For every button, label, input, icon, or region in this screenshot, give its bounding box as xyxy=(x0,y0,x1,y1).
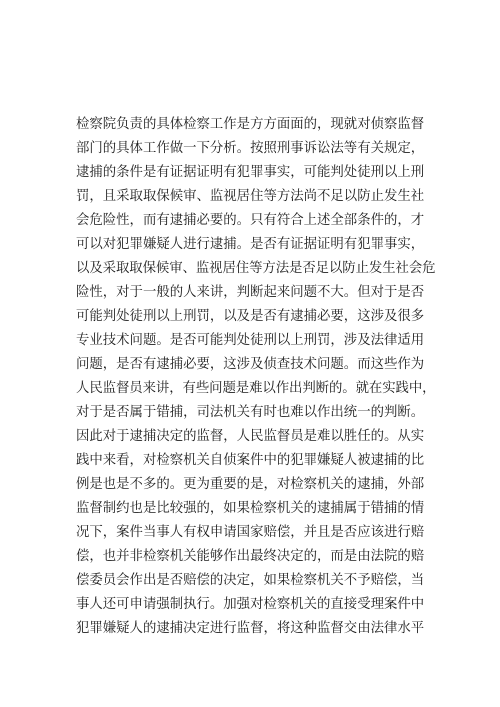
paragraph-line: 检察院负责的具体检察工作是方方面面的，现就对侦察监督 xyxy=(76,117,425,132)
paragraph-line: 事人还可申请强制执行。加强对检察机关的直接受理案件中 xyxy=(76,597,425,612)
paragraph-line: 问题，是否有逮捕必要，这涉及侦查技术问题。而这些作为 xyxy=(76,357,425,372)
paragraph-line: 偿，也并非检察机关能够作出最终决定的，而是由法院的赔 xyxy=(76,549,425,564)
paragraph-line: 人民监督员来讲，有些问题是难以作出判断的。就在实践中， xyxy=(76,381,436,396)
paragraph-line: 偿委员会作出是否赔偿的决定，如果检察机关不予赔偿，当 xyxy=(76,573,425,588)
body-paragraph xyxy=(76,113,436,641)
paragraph-line: 例是也是不多的。更为重要的是，对检察机关的逮捕，外部 xyxy=(76,477,425,492)
paragraph-line: 可能判处徒刑以上刑罚，以及是否有逮捕必要，这涉及很多 xyxy=(76,309,425,324)
paragraph-line: 会危险性，而有逮捕必要的。只有符合上述全部条件的，才 xyxy=(76,213,425,228)
paragraph-line: 因此对于逮捕决定的监督，人民监督员是难以胜任的。从实 xyxy=(76,429,425,444)
paragraph-line: 践中来看，对检察机关自侦案件中的犯罪嫌疑人被逮捕的比 xyxy=(76,453,425,468)
paragraph-line: 可以对犯罪嫌疑人进行逮捕。是否有证据证明有犯罪事实， xyxy=(76,237,425,252)
paragraph-line: 逮捕的条件是有证据证明有犯罪事实，可能判处徒刑以上刑 xyxy=(76,165,425,180)
paragraph-line: 况下，案件当事人有权申请国家赔偿，并且是否应该进行赔 xyxy=(76,525,425,540)
paragraph-line: 罚，且采取取保候审、监视居住等方法尚不足以防止发生社 xyxy=(76,189,425,204)
paragraph-line: 险性，对于一般的人来讲，判断起来问题不大。但对于是否 xyxy=(76,285,425,300)
paragraph-line: 以及采取取保候审、监视居住等方法是否足以防止发生社会危 xyxy=(76,261,436,276)
paragraph-line: 部门的具体工作做一下分析。按照刑事诉讼法等有关规定， xyxy=(76,141,425,156)
paragraph-line: 专业技术问题。是否可能判处徒刑以上刑罚，涉及法律适用 xyxy=(76,333,425,348)
paragraph-line: 犯罪嫌疑人的逮捕决定进行监督，将这种监督交由法律水平 xyxy=(76,621,425,636)
paragraph-line: 监督制约也是比较强的，如果检察机关的逮捕属于错捕的情 xyxy=(76,501,425,516)
paragraph-line: 对于是否属于错捕，司法机关有时也难以作出统一的判断。 xyxy=(76,405,425,420)
